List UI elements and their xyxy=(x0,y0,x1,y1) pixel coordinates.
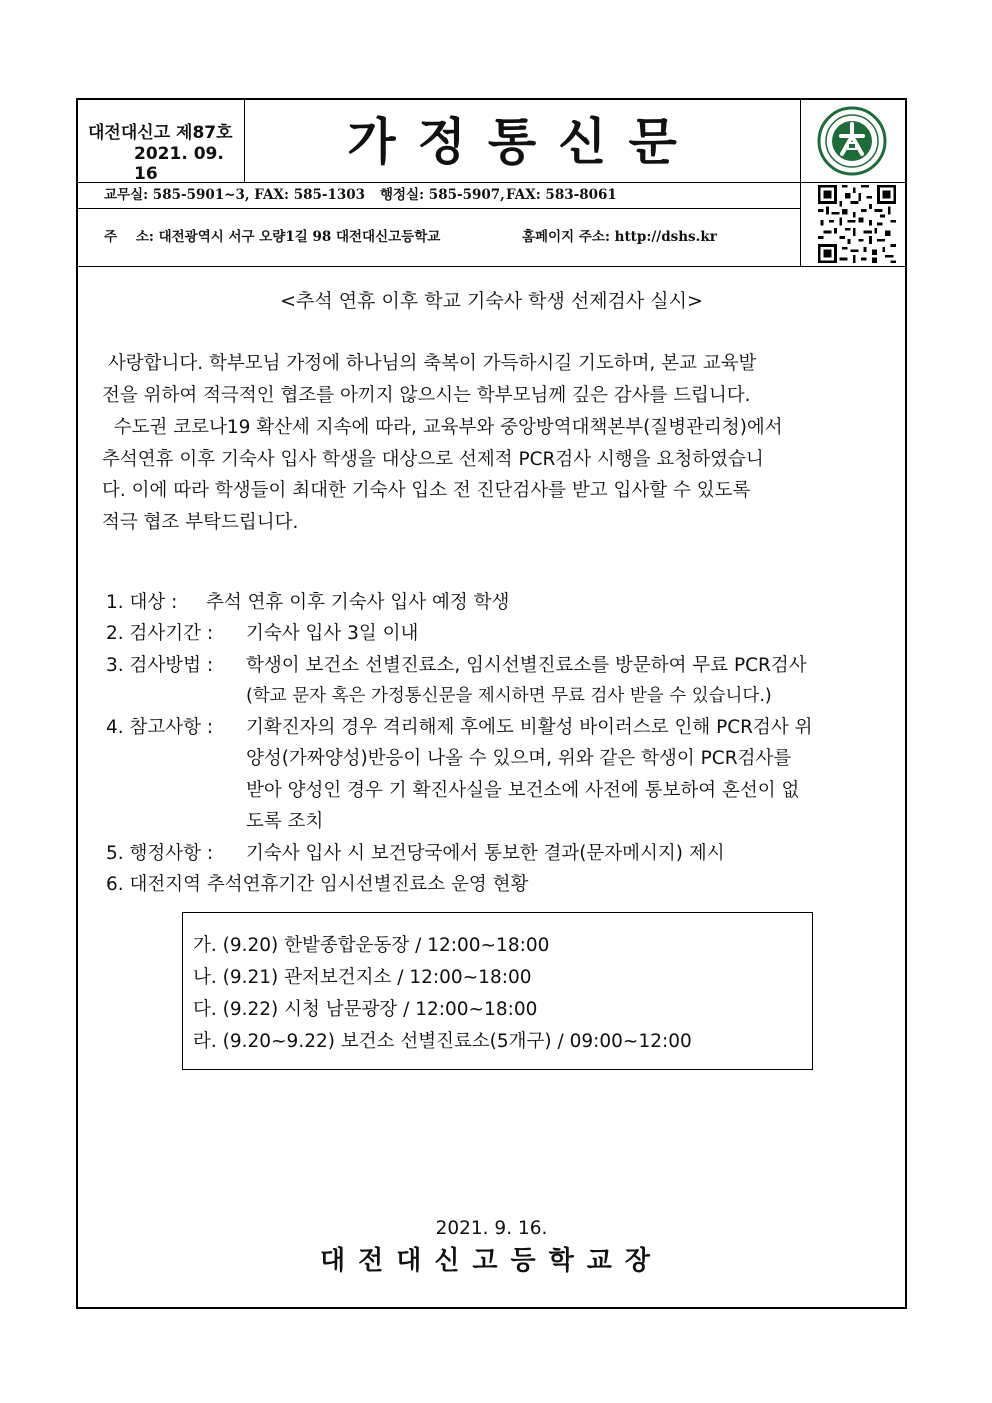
issue-box xyxy=(78,100,245,182)
para-line: 추석연휴 이후 기숙사 입사 학생을 대상으로 선제적 PCR검사 시행을 요청하였습니 xyxy=(102,448,764,470)
item-text-4a: 기확진자의 경우 격리해제 후에도 비활성 바이러스로 인해 PCR검사 위 xyxy=(246,717,813,738)
notice-frame xyxy=(76,98,907,1309)
greeting-paragraph xyxy=(102,348,888,411)
admin-contact: 행정실: 585-5907, xyxy=(380,187,505,203)
site-item: 가. (9.20) 한밭종합운동장 / 12:00~18:00 xyxy=(193,935,550,956)
item-text-1: 추석 연휴 이후 기숙사 입사 예정 학생 xyxy=(206,592,510,613)
site-item: 다. (9.22) 시청 남문광장 / 12:00~18:00 xyxy=(193,999,538,1020)
item-label-4: 4. 참고사항 : xyxy=(106,717,214,738)
address-row xyxy=(78,208,800,266)
context-paragraph xyxy=(102,412,888,538)
item-text-4d: 도록 조치 xyxy=(246,811,324,832)
testing-sites-box xyxy=(182,912,813,1070)
item-text-4c: 받아 양성인 경우 기 확진사실을 보건소에 사전에 통보하여 혼선이 없 xyxy=(246,780,800,801)
item-label-5: 5. 행정사항 : xyxy=(106,843,214,864)
para-line: 다. 이에 따라 학생들이 최대한 기숙사 입소 전 진단검사를 받고 입사할 수 있도록 xyxy=(102,480,751,501)
site-item: 나. (9.21) 관저보건지소 / 12:00~18:00 xyxy=(193,967,532,988)
para-line: 사랑합니다. 학부모님 가정에 하나님의 축복이 가득하시길 기도하며, 본교 교육발 xyxy=(102,353,757,374)
item-text-5: 기숙사 입사 시 보건당국에서 통보한 결과(문자메시지) 제시 xyxy=(246,843,725,864)
school-address: 주 소: 대전광역시 서구 오량1길 98 대전대신고등학교 xyxy=(104,229,441,245)
homepage-link[interactable]: 홈페이지 주소: http://dshs.kr xyxy=(522,229,717,245)
item-label-1: 1. 대상 : xyxy=(106,592,178,613)
item-text-3a: 학생이 보건소 선별진료소, 임시선별진료소를 방문하여 무료 PCR검사 xyxy=(246,655,807,676)
principal-signature: 대전대신고등학교장 xyxy=(319,1246,664,1276)
item-text-2: 기숙사 입사 3일 이내 xyxy=(246,623,419,644)
para-line: 적극 협조 부탁드립니다. xyxy=(102,511,299,533)
site-item: 라. (9.20~9.22) 보건소 선별진료소(5개구) / 09:00~12:00 xyxy=(193,1031,692,1052)
issue-number: 대전대신고 제87호 xyxy=(88,123,233,143)
item-label-3: 3. 검사방법 : xyxy=(106,655,214,676)
header-divider xyxy=(78,266,905,267)
qr-box xyxy=(800,182,906,266)
item-text-3b: (학교 문자 혹은 가정통신문을 제시하면 무료 검사 받을 수 있습니다.) xyxy=(246,686,772,706)
signature-date: 2021. 9. 16. xyxy=(435,1218,548,1239)
school-logo-icon xyxy=(817,106,887,176)
item-text-4b: 양성(가짜양성)반응이 나올 수 있으며, 위와 같은 학생이 PCR검사를 xyxy=(246,748,792,769)
contact-row xyxy=(78,182,800,209)
logo-box xyxy=(800,100,906,182)
qr-code-icon[interactable] xyxy=(818,185,896,263)
para-line: 수도권 코로나19 확산세 지속에 따라, 교육부와 중앙방역대책본부(질병관리청)에서 xyxy=(102,417,783,438)
para-line: 전을 위하여 적극적인 협조를 아끼지 않으시는 학부모님께 깊은 감사를 드립니다. xyxy=(102,384,751,406)
admin-fax: FAX: 583-8061 xyxy=(506,187,617,203)
office-contact: 교무실: 585-5901~3, FAX: 585-1303 xyxy=(104,187,366,203)
notice-heading: <추석 연휴 이후 학교 기숙사 학생 선제검사 실시> xyxy=(280,290,703,312)
item-label-6: 6. 대전지역 추석연휴기간 임시선별진료소 운영 현황 xyxy=(106,874,529,895)
item-label-2: 2. 검사기간 : xyxy=(106,623,214,644)
issue-date: 2021. 09. 16 xyxy=(134,144,224,184)
page-title: 가정통신문 xyxy=(347,112,699,171)
header-top xyxy=(78,100,905,183)
